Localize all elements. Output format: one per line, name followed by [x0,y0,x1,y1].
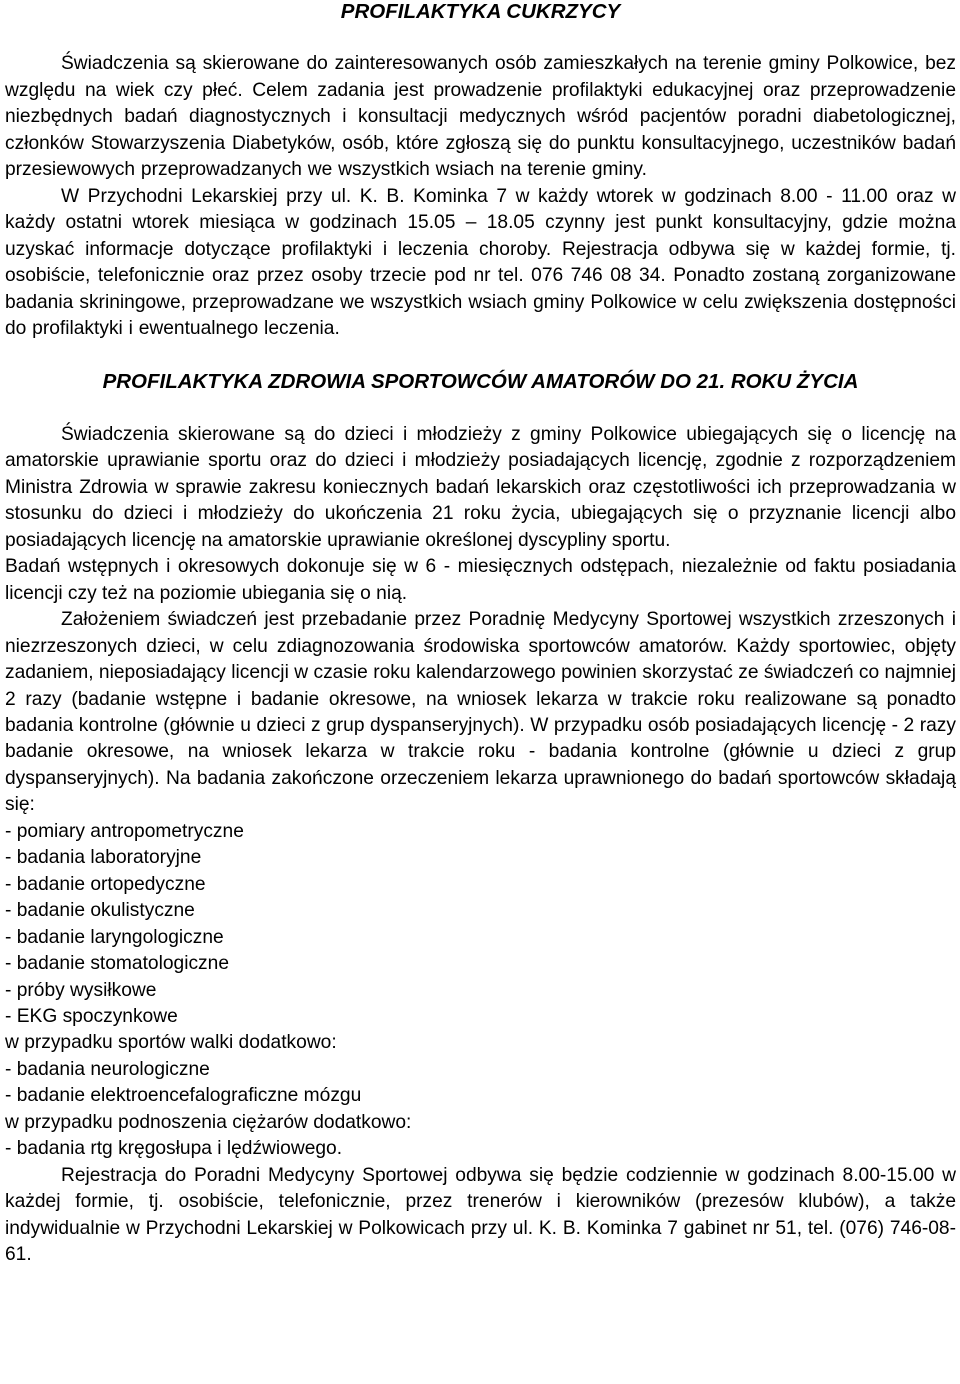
sports-paragraph-2: Badań wstępnych i okresowych dokonuje się w 6 - miesięcznych odstępach, niezależnie od faktu posiadania licencji czy też na poziomie ubiegania się o nią. [5,556,956,604]
section-title-sports: PROFILAKTYKA ZDROWIA SPORTOWCÓW AMATORÓW DO 21. ROKU ŻYCIA [102,370,859,394]
weightlifting-intro: w przypadku podnoszenia ciężarów dodatkowo: [5,1111,412,1133]
combat-sports-intro: w przypadku sportów walki dodatkowo: [5,1032,337,1054]
list-item: - pomiary antropometryczne [5,820,244,842]
list-item: - badanie laryngologiczne [5,926,224,948]
diabetes-paragraph-1: Świadczenia są skierowane do zainteresowanych osób zamieszkałych na terenie gminy Polkowice, bez względu na wiek czy płeć. Celem zadania jest prowadzenie profilaktyki edukacyjnej oraz przeprowadzenie niezbędnych badań diagnostycznych i konsultacji medycznych wśród pacjentów poradni diabetologicznej, członków Stowarzyszenia Diabetyków, osób, które zgłoszą się do punktu konsultacyjnego, uczestników badań przesiewowych przeprowadzanych we wszystkich wsiach na terenie gminy. [5,53,956,181]
list-item: - badanie ortopedyczne [5,873,206,895]
list-item: - badania neurologiczne [5,1058,210,1080]
sports-paragraph-1: Świadczenia skierowane są do dzieci i młodzieży z gminy Polkowice ubiegających się o licencję na amatorskie uprawianie sportu oraz do dzieci i młodzieży posiadających licencję, zgodnie z rozporządzeniem Ministra Zdrowia w sprawie zakresu koniecznych badań lekarskich oraz częstotliwości ich przeprowadzania w stosunku do dzieci i młodzieży do ukończenia 21 roku życia, ubiegających się o przyznanie licencji albo posiadających licencję na amatorskie uprawianie określonej dyscypliny sportu. [5,424,956,551]
sports-paragraph-3: Założeniem świadczeń jest przebadanie przez Poradnię Medycyny Sportowej wszystkich zrzeszonych i niezrzeszonych dzieci, w celu zdiagnozowania środowiska sportowców amatorów. Każdy sportowiec, objęty zadaniem, nieposiadający licencji w czasie roku kalendarzowego powinien skorzystać ze świadczeń co najmniej 2 razy (badanie wstępne i badanie okresowe, na wniosek lekarza w trakcie roku realizowane są ponadto badania kontrolne (głównie u dzieci z grup dyspanseryjnych). W przypadku osób posiadających licencję - 2 razy badanie okresowe, na wniosek lekarza w trakcie roku - badania kontrolne (głównie u dzieci z grup dyspanseryjnych). Na badania zakończone orzeczeniem lekarza uprawnionego do badań sportowców składają się: [5,609,956,816]
diabetes-paragraph-2: W Przychodni Lekarskiej przy ul. K. B. Kominka 7 w każdy wtorek w godzinach 8.00 - 11.00 oraz w każdy ostatni wtorek miesiąca w godzinach 15.05 – 18.05 czynny jest punkt konsultacyjny, gdzie można uzyskać informacje dotyczące profilaktyki i leczenia choroby. Rejestracja odbywa się w każdej formie, tj. osobiście, telefonicznie oraz przez osoby trzecie pod nr tel. 076 746 08 34. Ponadto zostaną zorganizowane badania skriningowe, przeprowadzane we wszystkich wsiach gminy Polkowice w celu zwiększenia dostępności do profilaktyki i ewentualnego leczenia. [5,185,956,340]
exam-list-weights [5,1136,956,1162]
list-item: - badanie stomatologiczne [5,953,229,975]
document-page [5,0,956,1269]
list-item: - badanie okulistyczne [5,900,195,922]
list-item: - próby wysiłkowe [5,979,157,1001]
section-title-diabetes: PROFILAKTYKA CUKRZYCY [340,0,621,23]
section-sports-body [5,422,956,1269]
list-item: - EKG spoczynkowe [5,1005,178,1027]
list-item: - badania laboratoryjne [5,847,202,869]
list-item: - badanie elektroencefalograficzne mózgu [5,1085,362,1107]
sports-registration-paragraph: Rejestracja do Poradni Medycyny Sportowej odbywa się będzie codziennie w godzinach 8.00-15.00 w każdej formie, tj. osobiście, telefonicznie, przez trenerów i kierowników (prezesów klubów), a także indywidualnie w Przychodni Lekarskiej w Polkowicach przy ul. K. B. Kominka 7 gabinet nr 51, tel. (076) 746-08-61. [5,1164,956,1266]
section-diabetes-body [5,51,956,343]
list-item: - badania rtg kręgosłupa i lędźwiowego. [5,1138,343,1160]
exam-list-main [5,819,956,1031]
exam-list-combat [5,1057,956,1110]
